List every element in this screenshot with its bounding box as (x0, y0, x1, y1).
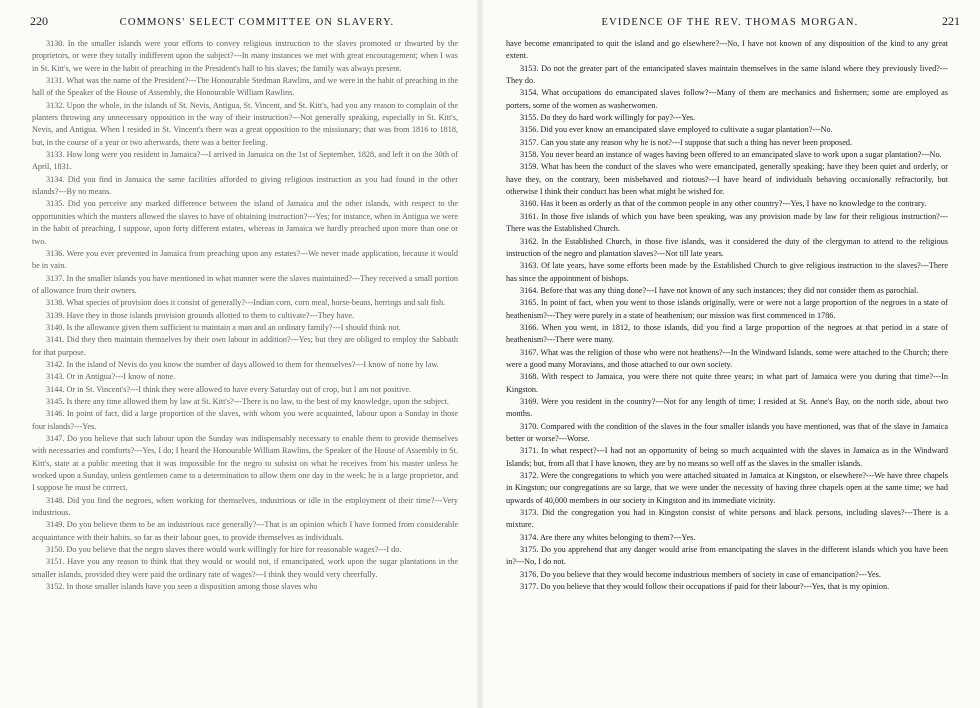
evidence-paragraph: 3137. In the smaller islands you have mentioned in what manner were the slaves maintained?---They received a small portion of allowance from their owners. (32, 273, 458, 295)
evidence-paragraph: 3130. In the smaller islands were your efforts to convey religious instruction to the slaves promoted or thwarted by the proprietors, or were they totally indifferent upon the subject?---In many instances we met with great encouragement; when I was in St. Kitt's, we were in the habit of preaching in the President's hall to his slaves; the family was always present. (32, 39, 458, 73)
evidence-paragraph: 3159. What has been the conduct of the slaves who were emancipated, generally speaking; have they been quiet and orderly, or have they, on the contrary, been misbehaved and riotous?---I have heard of individuals behaving occasionally refractorily, but otherwise I think their conduct has been what might be wished for. (506, 162, 948, 197)
evidence-paragraph: 3146. In point of fact, did a large proportion of the slaves, with whom you were acquainted, labour upon a Sunday in those four islands?---Yes. (32, 409, 458, 431)
left-page (0, 0, 480, 708)
right-running-title: EVIDENCE OF THE REV. THOMAS MORGAN. (601, 17, 859, 28)
evidence-paragraph: 3169. Were you resident in the country?---Not for any length of time; I resided at St. Anne's Bay, on the north side, about two months. (506, 396, 948, 419)
evidence-paragraph: 3134. Did you find in Jamaica the same facilities afforded to giving religious instruction as you had found in the other islands?---By no means. (32, 174, 458, 197)
left-page-number: 220 (30, 14, 48, 28)
evidence-paragraph: 3152. In those smaller islands have you seen a disposition among those slaves who (46, 582, 318, 592)
evidence-paragraph: 3168. With respect to Jamaica, you were there not quite three years; in what part of Jamaica were you during that time?---In Kingston. (506, 372, 948, 394)
evidence-paragraph: 3141. Did they then maintain themselves by their own labour in addition?---Yes; but they are obliged to employ the Sabbath for that purpose. (32, 335, 458, 357)
evidence-paragraph: 3150. Do you believe that the negro slaves there would work willingly for hire for reasonable wages?---I do. (46, 545, 402, 555)
right-page-number: 221 (942, 14, 960, 28)
evidence-paragraph: 3164. Before that was any thing done?---I have not known of any such instances; they did not consider them as parochial. (520, 285, 919, 295)
evidence-paragraph: 3173. Did the congregation you had in Kingston consist of white persons and black persons, including slaves?---There is a mixture. (506, 508, 948, 530)
evidence-paragraph: 3158. You never heard an instance of wages having been offered to an emancipated slave to work upon a sugar plantation?---No. (520, 150, 942, 160)
evidence-paragraph: 3156. Did you ever know an emancipated slave employed to cultivate a sugar plantation?---No. (520, 125, 833, 135)
continuation-paragraph: have become emancipated to quit the island and go elsewhere?---No, I have not known of any disposition of the kind to any great extent. (506, 39, 948, 61)
left-running-title: COMMONS' SELECT COMMITTEE ON SLAVERY. (119, 17, 395, 28)
evidence-paragraph: 3163. Of late years, have some efforts been made by the Established Church to give religious instruction to the slaves?---There has since the appointment of bishops. (506, 261, 948, 283)
evidence-paragraph: 3135. Did you perceive any marked difference between the island of Jamaica and the other islands, with respect to the opportunities which the masters allowed the slaves to have of obtaining instruction?---Yes; for instance, when in Antigua we were in the habit of preaching, I suppose, upon forty different estates, whereas in Jamaica we hardly preached upon more than one or two. (32, 199, 458, 246)
evidence-paragraph: 3133. How long were you resident in Jamaica?---I arrived in Jamaica on the 1st of September, 1828, and left it on the 30th of April, 1831. (32, 150, 458, 172)
evidence-paragraph: 3161. In those five islands of which you have been speaking, was any provision made by law for their religious instruction?---There was the Established Church. (506, 211, 948, 234)
right-running-head (518, 14, 960, 29)
evidence-paragraph: 3175. Do you apprehend that any danger would arise from emancipating the slaves in the different islands which you have been in?---No, I do not. (506, 545, 948, 567)
evidence-paragraph: 3165. In point of fact, when you went to those islands originally, were or were not a large proportion of the negroes in a state of heathenism?---They were purely in a state of heathenism; our mission was first commenced in 1786. (506, 298, 948, 320)
evidence-paragraph: 3142. In the island of Nevis do you know the number of days allowed to them for themselves?---I know of none by law. (46, 359, 439, 369)
evidence-paragraph: 3155. Do they do hard work willingly for pay?---Yes. (520, 113, 696, 123)
evidence-paragraph: 3153. Do not the greater part of the emancipated slaves maintain themselves in the same island where they previously lived?---They do. (506, 63, 948, 86)
evidence-paragraph: 3174. Are there any whites belonging to them?---Yes. (520, 532, 696, 542)
evidence-paragraph: 3148. Did you find the negroes, when working for themselves, industrious or idle in the employment of their time?---Very industrious. (32, 495, 458, 518)
evidence-paragraph: 3162. In the Established Church, in those five islands, was it considered the duty of the clergyman to attend to the religious instruction of the negro and plantation slaves?---Not till late years. (506, 236, 948, 258)
evidence-paragraph: 3177. Do you believe that they would follow their occupations if paid for their labour?---Yes, that is my opinion. (520, 582, 890, 592)
evidence-paragraph: 3176. Do you believe that they would become industrious members of society in case of emancipation?---Yes. (520, 569, 881, 579)
evidence-paragraph: 3151. Have you any reason to think that they would or would not, if emancipated, work upon the sugar plantations in the smaller islands, provided they were paid the ordinary rate of wages?---I think they would very cheerfully. (32, 557, 458, 579)
evidence-paragraph: 3171. In what respect?---I had not an opportunity of being so much acquainted with the slaves in Jamaica as in the Windward Islands; but, from all that I have known, they are by no means so well off as the slaves in the smaller islands. (506, 446, 948, 468)
evidence-paragraph: 3147. Do you believe that such labour upon the Sunday was indispensably necessary to enable them to provide themselves with necessaries and comforts?---Yes, I do; I heard the Honourable William Rawlins, the Speaker of the House of Assembly in St. Kitt's, state at a public meeting that it was impossible for the negro to subsist on what he receives from his master unless he worked upon a Sunday, unless gentlemen came to a determination to allow them one day in the week; he is a large proprietor, and I suppose he must be correct. (32, 434, 458, 493)
evidence-paragraph: 3132. Upon the whole, in the islands of St. Nevis, Antigua, St. Vincent, and St. Kitt's, had you any reason to complain of the planters throwing any unnecessary opposition in the way of their instruction?---Not generally speaking, especially in St. Kitt's, Nevis, and Antigua. When I resided in St. Vincent's there was a great opposition to the missionary; that was from 1816 to 1818, but, in the course of a year or two afterwards, there was a better feeling. (32, 100, 458, 147)
right-body-text (506, 38, 948, 593)
evidence-paragraph: 3140. Is the allowance given them sufficient to maintain a man and an ordinary family?---I should think not. (46, 322, 401, 332)
left-running-head (30, 14, 466, 29)
evidence-paragraph: 3167. What was the religion of those who were not heathens?---In the Windward Islands, some were attached to the Church; there were a good many Moravians, and those attached to our own society. (506, 347, 948, 369)
evidence-paragraph: 3144. Or in St. Vincent's?---I think they were allowed to have every Saturday out of crop, but I am not positive. (46, 384, 412, 394)
evidence-paragraph: 3138. What species of provision does it consist of generally?---Indian corn, corn meal, horse-beans, herrings and salt fish. (46, 298, 446, 308)
evidence-paragraph: 3170. Compared with the condition of the slaves in the four smaller islands you have mentioned, was that of the slave in Jamaica better or worse?---Worse. (506, 421, 948, 443)
evidence-paragraph: 3149. Do you believe them to be an industrious race generally?---That is an opinion which I have formed from considerable acquaintance with their habits, so far as their labour goes, to provide themselves as individuals. (32, 520, 458, 542)
evidence-paragraph: 3160. Has it been as orderly as that of the common people in any other country?---Yes, I have no knowledge to the contrary. (520, 199, 927, 209)
evidence-paragraph: 3154. What occupations do emancipated slaves follow?---Many of them are mechanics and fishermen; some are employed as porters, some of the women as washerwomen. (506, 88, 948, 110)
evidence-paragraph: 3136. Were you ever prevented in Jamaica from preaching upon any estates?---We never made application, because it would be in vain. (32, 248, 458, 271)
evidence-paragraph: 3131. What was the name of the President?---The Honourable Stedman Rawlins, and we were in the habit of preaching in the hall of the Speaker of the House of Assembly, the Honourable William Rawlins. (32, 76, 458, 98)
evidence-paragraph: 3166. When you went, in 1812, to those islands, did you find a large proportion of the negroes at that period in a state of heathenism?---There were many. (506, 322, 948, 345)
left-body-text (32, 38, 458, 593)
evidence-paragraph: 3145. Is there any time allowed them by law at St. Kitt's?---There is no law, to the best of my knowledge, upon the subject. (46, 396, 449, 406)
evidence-paragraph: 3157. Can you state any reason why he is not?---I suppose that such a thing has never been proposed. (520, 137, 852, 147)
evidence-paragraph: 3172. Were the congregations to which you were attached situated in Jamaica at Kingston, or elsewhere?---We have three chapels in Kingston; our congregations are so large, that we were under the necessity of having three chapels open at the same time; we had upwards of 40,000 members in our society in Kingston and its immediate vicinity. (506, 471, 948, 505)
evidence-paragraph: 3143. Or in Antigua?---I know of none. (46, 372, 176, 382)
evidence-paragraph: 3139. Have they in those islands provision grounds allotted to them to cultivate?---They have. (46, 310, 355, 320)
right-page (480, 0, 980, 708)
